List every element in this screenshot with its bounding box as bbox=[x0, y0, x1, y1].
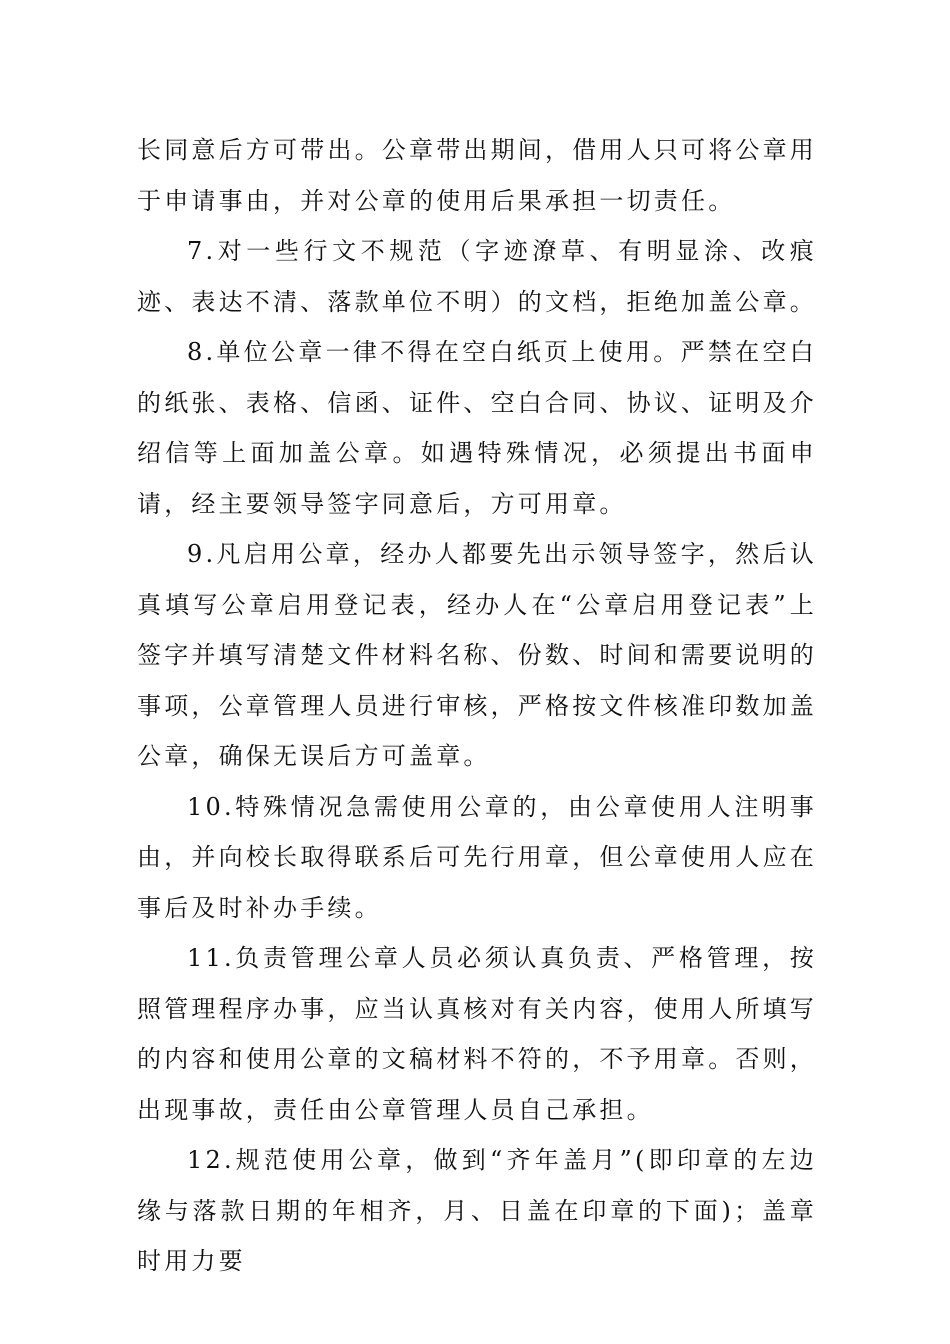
paragraph-item-8: 8.单位公章一律不得在空白纸页上使用。严禁在空白的纸张、表格、信函、证件、空白合同、协议、证明及介绍信等上面加盖公章。如遇特殊情况，必须提出书面申请，经主要领导签字同意后，方可用章。 bbox=[137, 338, 817, 518]
paragraph-item-11: 11.负责管理公章人员必须认真负责、严格管理，按照管理程序办事，应当认真核对有关内容，使用人所填写的内容和使用公章的文稿材料不符的，不予用章。否则，出现事故，责任由公章管理人员自己承担。 bbox=[137, 944, 817, 1124]
document-body bbox=[137, 125, 817, 1287]
paragraph-continuation: 长同意后方可带出。公章带出期间，借用人只可将公章用于申请事由，并对公章的使用后果承担一切责任。 bbox=[137, 136, 817, 215]
paragraph-item-7: 7.对一些行文不规范（字迹潦草、有明显涂、改痕迹、表达不清、落款单位不明）的文档，拒绝加盖公章。 bbox=[137, 237, 817, 316]
paragraph-item-10: 10.特殊情况急需使用公章的，由公章使用人注明事由，并向校长取得联系后可先行用章，但公章使用人应在事后及时补办手续。 bbox=[137, 792, 817, 922]
paragraph-item-9: 9.凡启用公章，经办人都要先出示领导签字，然后认真填写公章启用登记表，经办人在“公章启用登记表”上签字并填写清楚文件材料名称、份数、时间和需要说明的事项，公章管理人员进行审核，严格按文件核准印数加盖公章，确保无误后方可盖章。 bbox=[137, 540, 817, 770]
paragraph-item-12: 12.规范使用公章，做到“齐年盖月”(即印章的左边缘与落款日期的年相齐，月、日盖在印章的下面)；盖章时用力要 bbox=[137, 1146, 817, 1275]
